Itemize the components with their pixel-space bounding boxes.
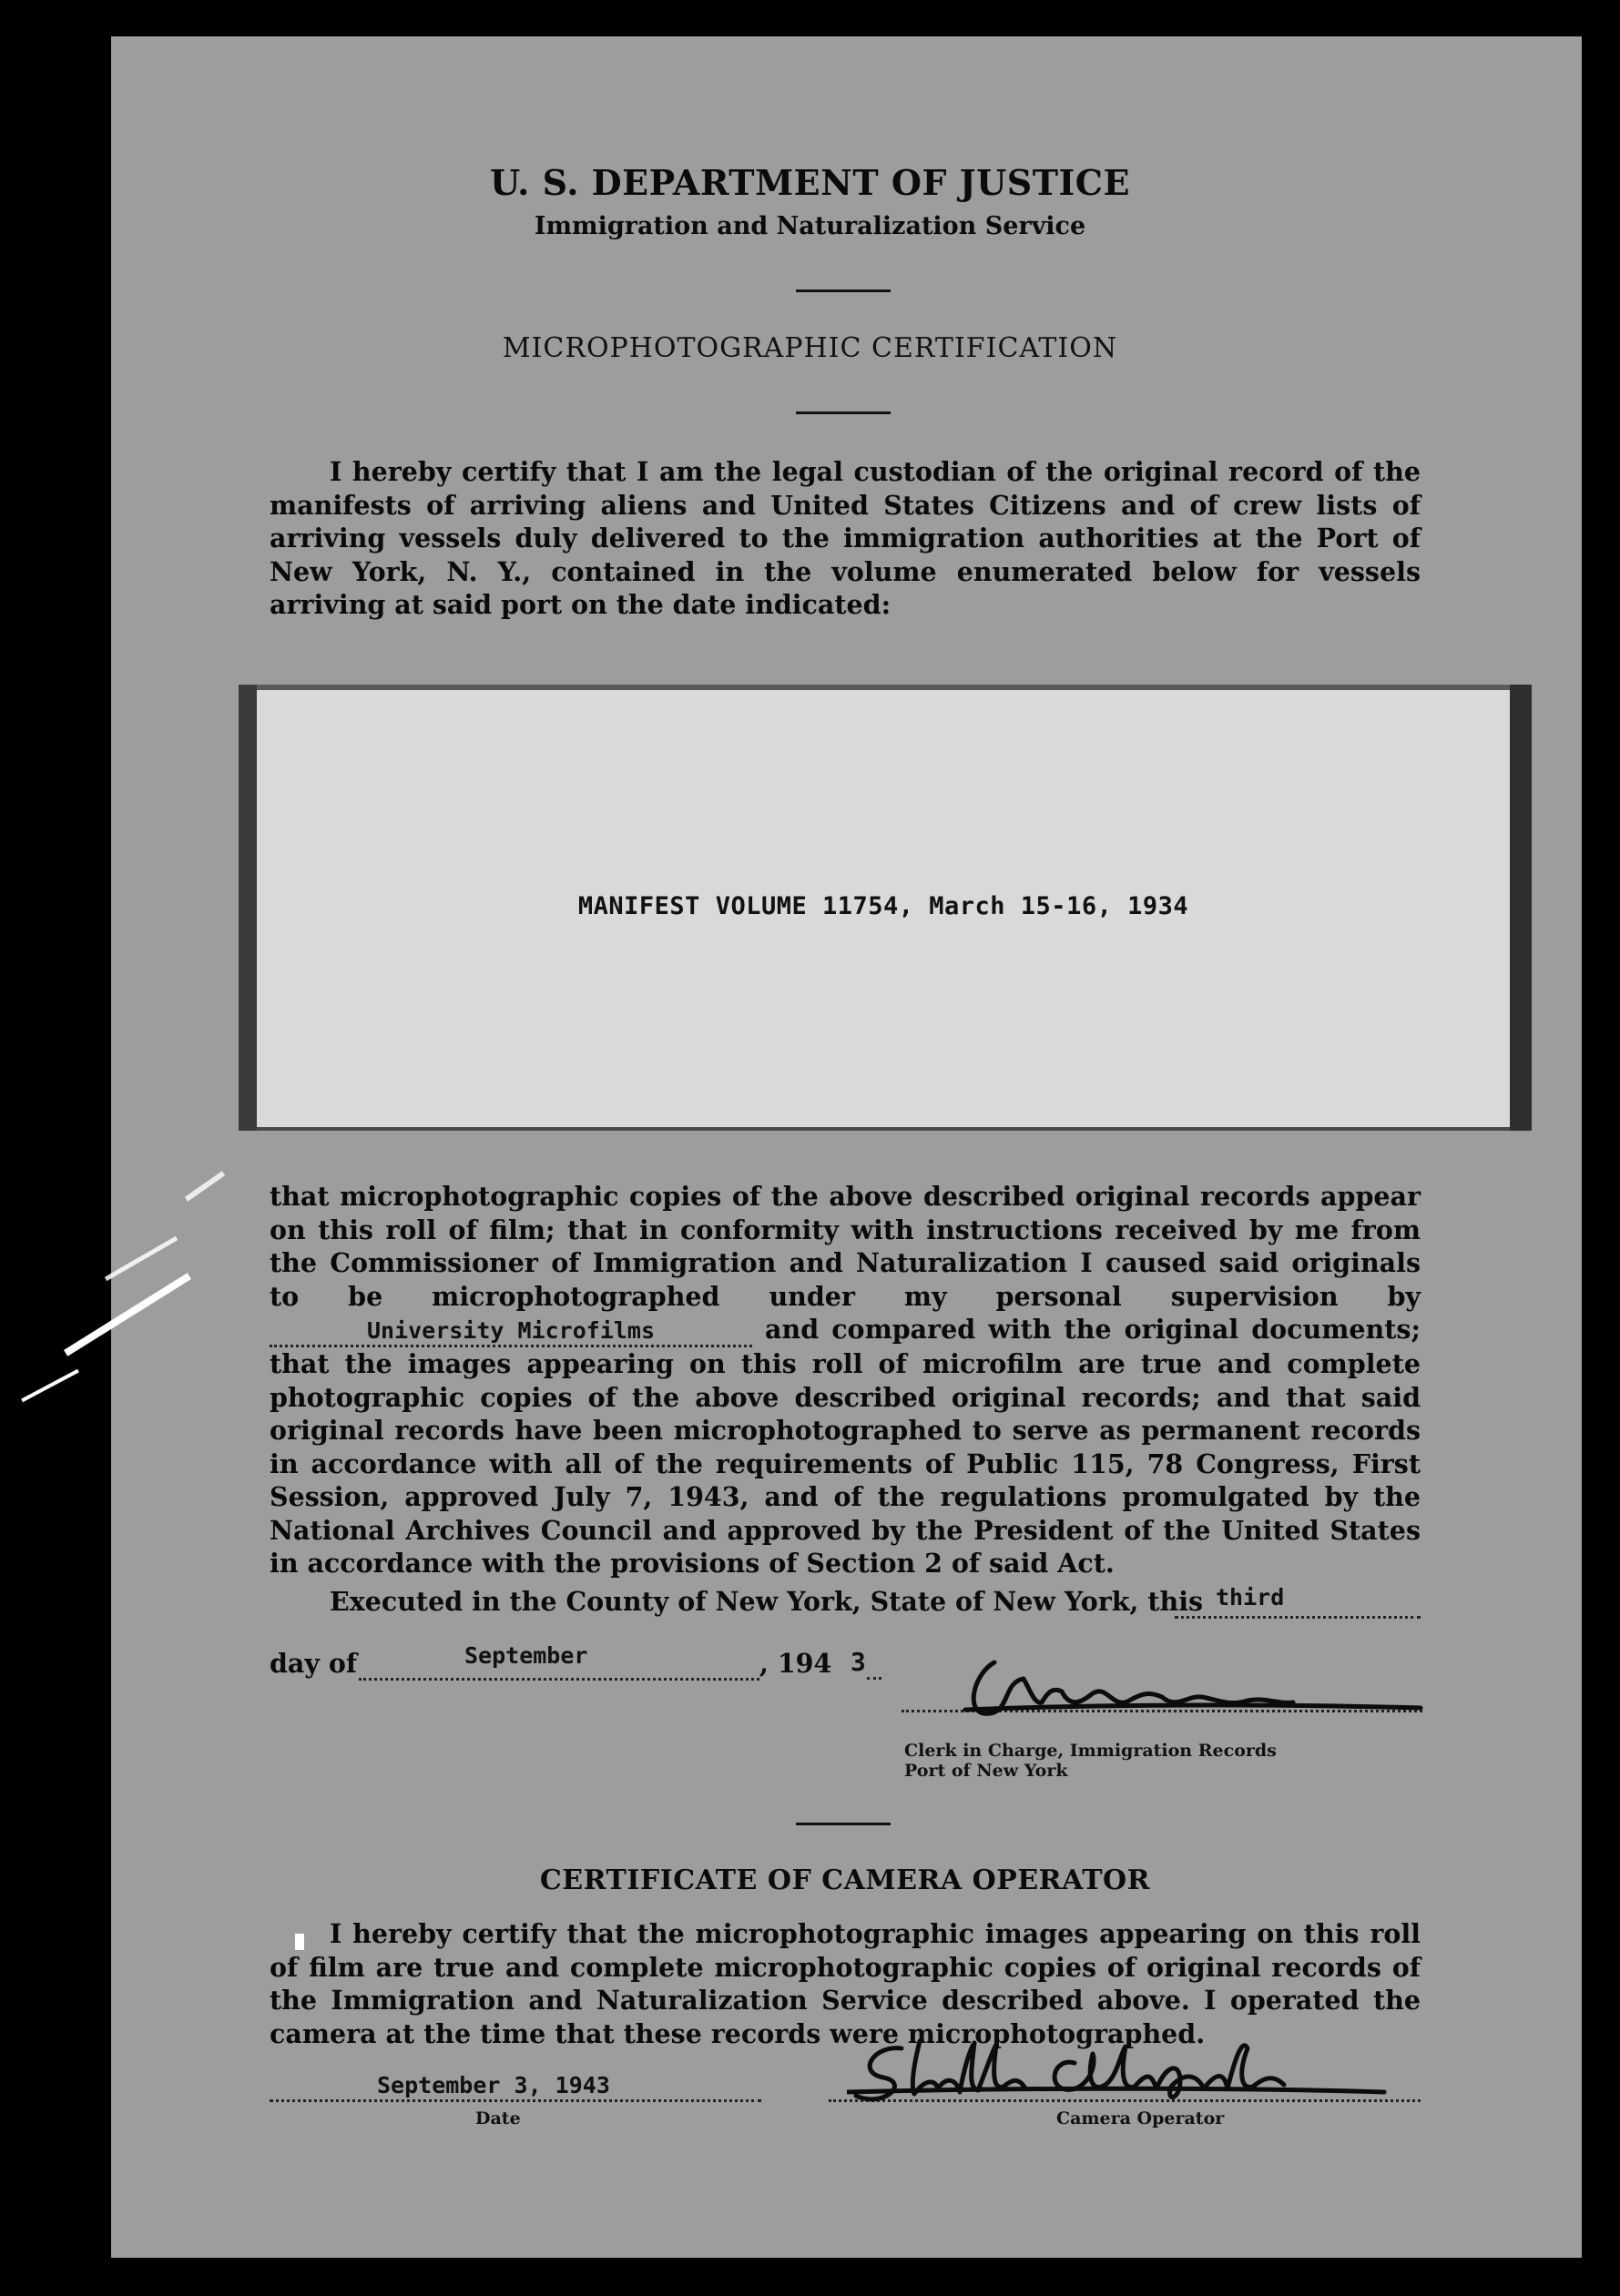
- department-heading: U. S. DEPARTMENT OF JUSTICE: [490, 162, 1130, 203]
- date-value: September 3, 1943: [377, 2072, 610, 2098]
- manifest-volume-label: MANIFEST VOLUME 11754, March 15-16, 1934: [577, 892, 1189, 920]
- body-text-part1: that microphotographic copies of the above described original records appear on this roll of film; that in conformity with instructions received by me from the Commissioner of Immigration and Naturalization I caused said originals to be microphotographed under my personal supervision by: [270, 1181, 1421, 1312]
- camera-certificate-title: CERTIFICATE OF CAMERA OPERATOR: [539, 1864, 1151, 1896]
- certification-body: [270, 1180, 1421, 1580]
- camera-operator-signature: [847, 2036, 1393, 2108]
- year-dots: [867, 1659, 881, 1680]
- year-digit: 3: [851, 1647, 866, 1677]
- day-field: [1175, 1593, 1421, 1619]
- divider: [796, 290, 891, 292]
- camera-certificate-text: I hereby certify that the microphotographic images appearing on this roll of film are true and complete microphotographic copies of original records of the Immigration and Naturalization Service described above. I operated the camera at the time that these records were microphotographed.: [270, 1918, 1421, 2049]
- service-subheading: Immigration and Naturalization Service: [534, 212, 1086, 240]
- body-text-part2: and compared with the original documents; that the images appearing on this roll of microfilm are true and complete photographic copies of the above described original records; and that said original records have been microphotographed to serve as permanent records in accordance with all of the requirements of Public 115, 78 Congress, First Session, approved July 7, 1943, and of the regulations promulgated by the National Archives Council and approved by the President of the United States in accordance with the provisions of Section 2 of said Act.: [270, 1314, 1421, 1579]
- divider: [796, 411, 891, 414]
- intro-paragraph: [270, 455, 1421, 622]
- certification-title: MICROPHOTOGRAPHIC CERTIFICATION: [502, 332, 1118, 364]
- film-speck: [295, 1934, 304, 1950]
- clerk-signature: [947, 1646, 1439, 1728]
- clerk-title: [904, 1741, 1277, 1781]
- film-scratch: [21, 1369, 79, 1402]
- divider: [796, 1823, 891, 1825]
- operator-label: Camera Operator: [1056, 2108, 1225, 2128]
- manifest-volume-card: [239, 685, 1532, 1131]
- execution-prefix: Executed in the County of New York, State of New York, this: [330, 1586, 1204, 1617]
- clerk-title-line2: Port of New York: [904, 1761, 1068, 1781]
- clerk-title-line1: Clerk in Charge, Immigration Records: [904, 1741, 1277, 1761]
- day-value: third: [1216, 1584, 1285, 1610]
- date-label: Date: [475, 2108, 521, 2128]
- supervisor-value: University Microfilms: [366, 1317, 656, 1344]
- supervisor-field: [270, 1316, 752, 1347]
- day-of-label: day of: [270, 1648, 358, 1679]
- camera-certificate-paragraph: [270, 1917, 1421, 2050]
- intro-text: I hereby certify that I am the legal custodian of the original record of the manifests of arriving aliens and United States Citizens and of crew lists of arriving vessels duly delivered to the immigration authorities at the Port of New York, N. Y., contained in the volume enumerated below for vessels arriving at said port on the date indicated:: [270, 456, 1421, 620]
- month-value: September: [464, 1642, 588, 1669]
- year-prefix: , 194: [759, 1648, 832, 1679]
